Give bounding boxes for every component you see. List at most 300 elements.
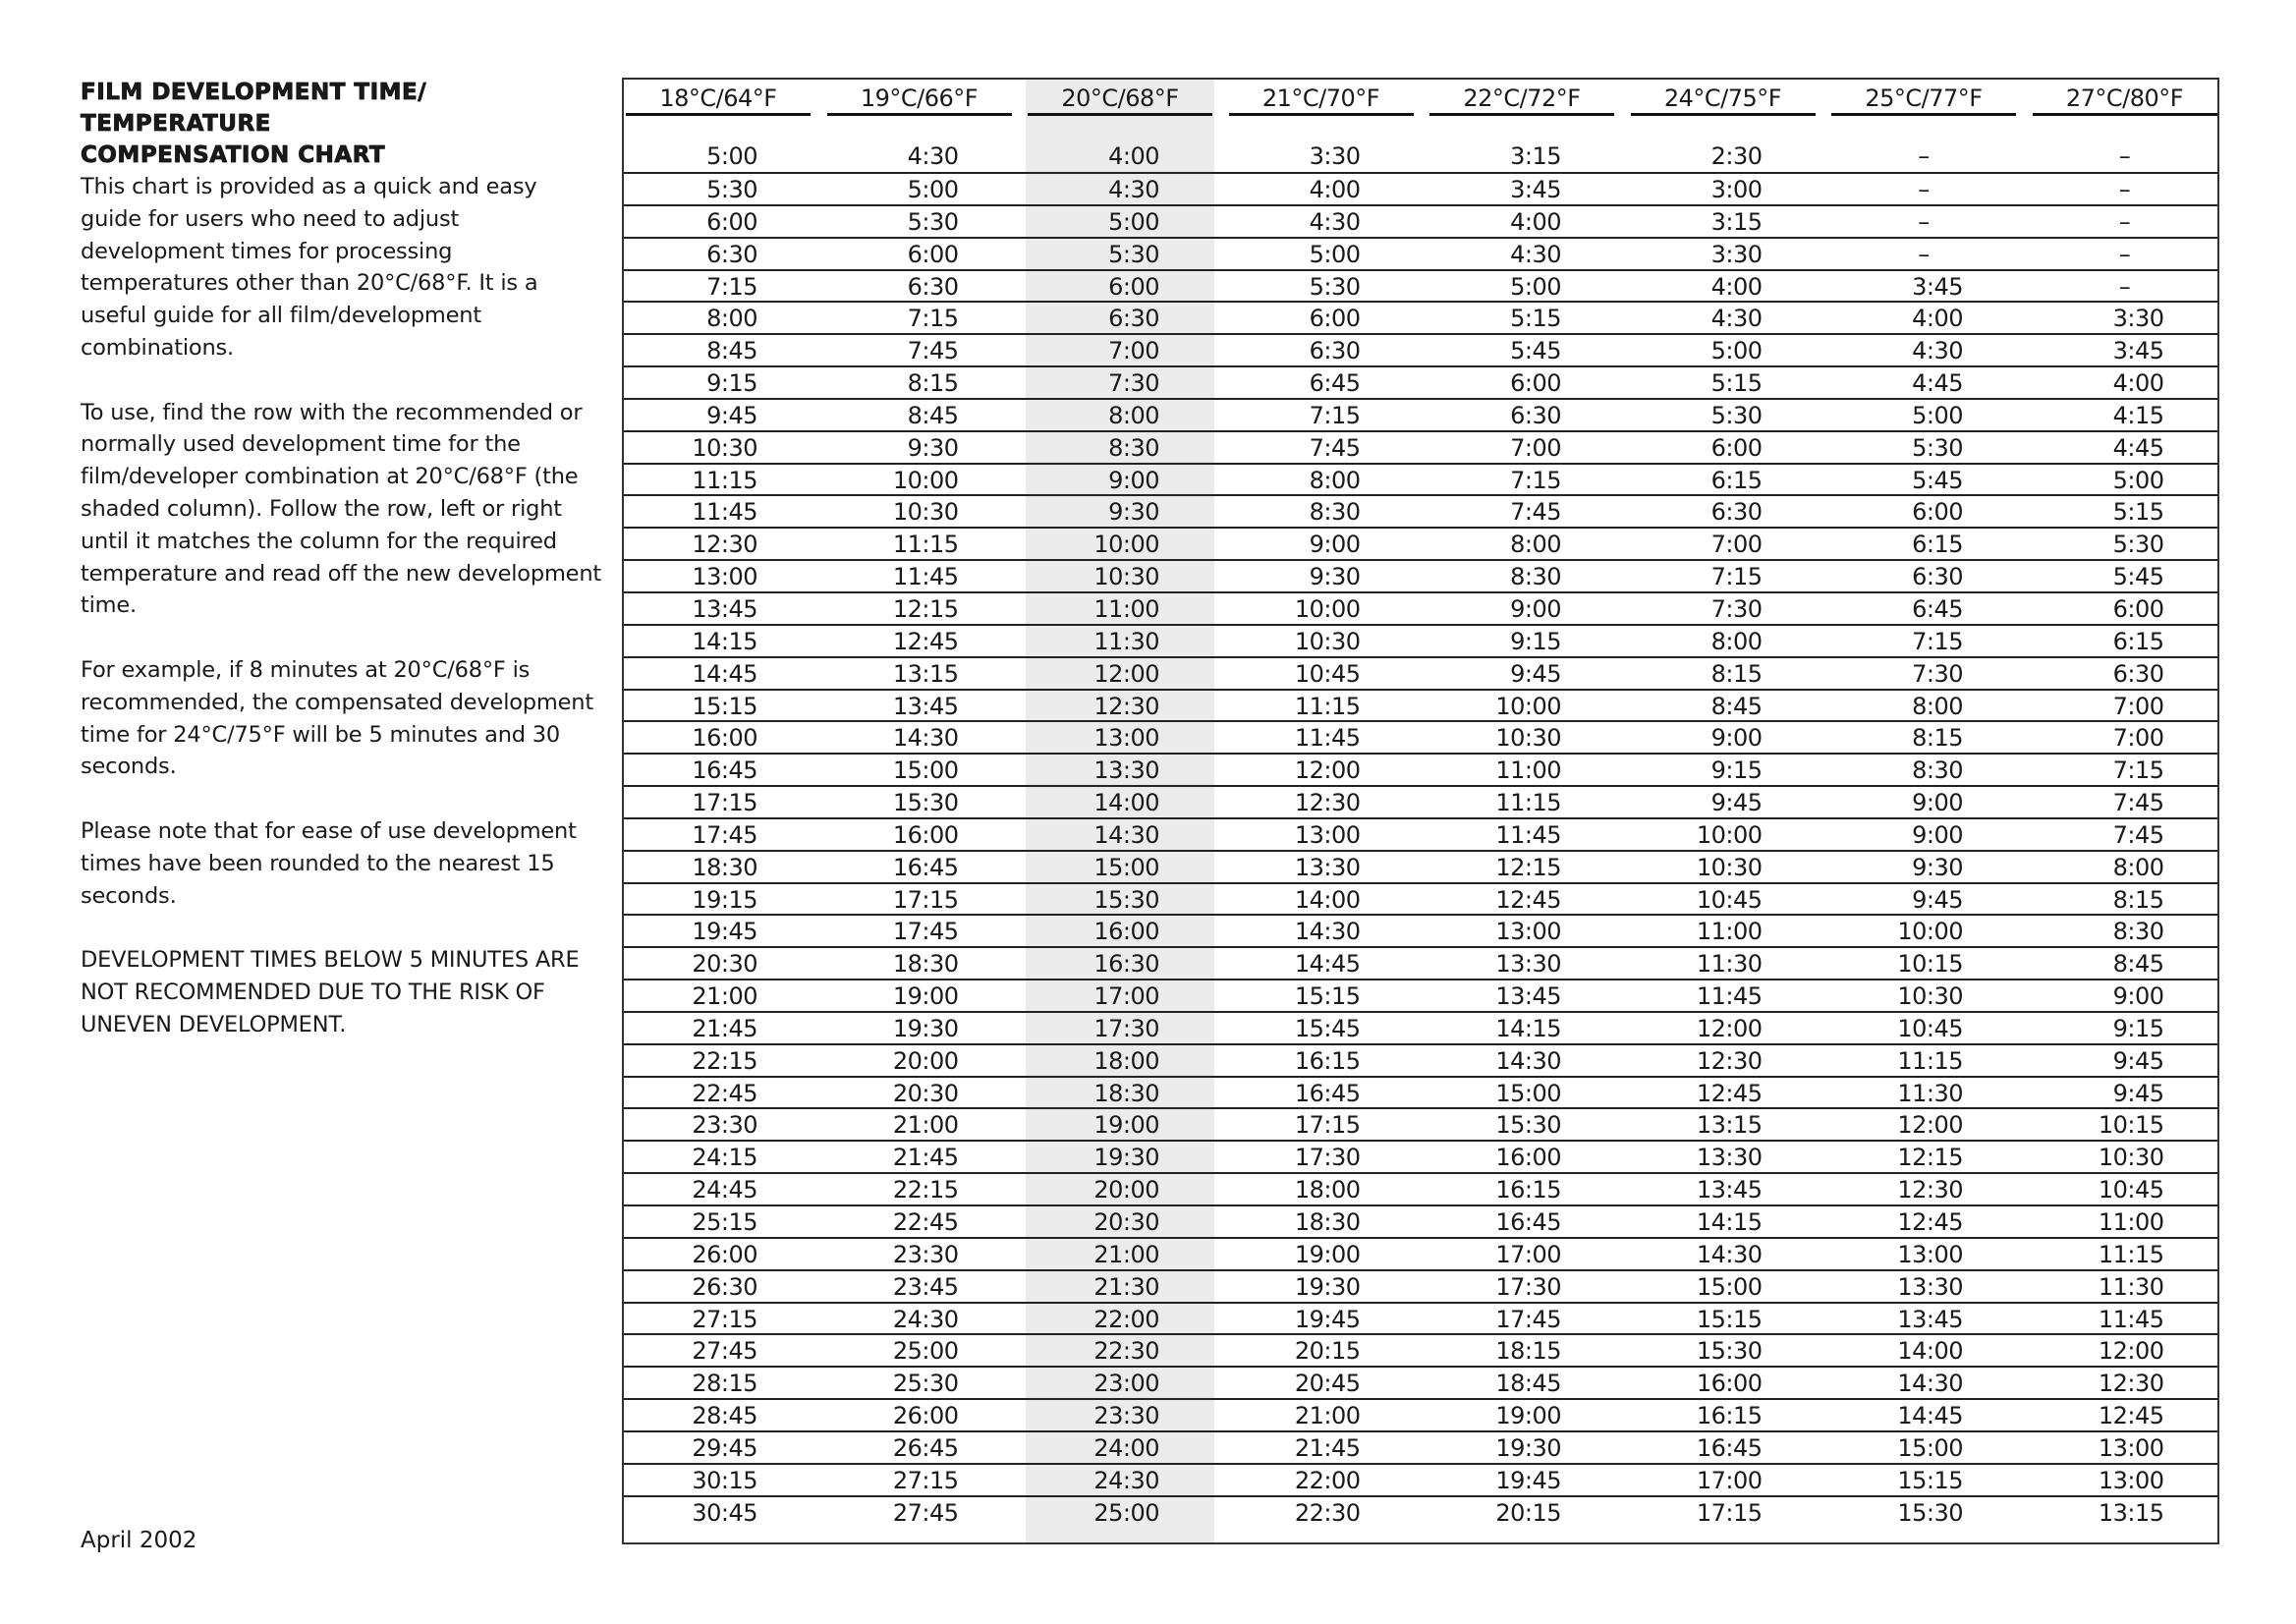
table-cell: 5:00 bbox=[2112, 466, 2164, 494]
table-cell: 6:30 bbox=[1710, 498, 1763, 527]
table-cell: 8:30 bbox=[1108, 433, 1159, 462]
table-cell: 4:30 bbox=[1710, 305, 1763, 333]
table-cell: 8:15 bbox=[2112, 885, 2164, 914]
table-row bbox=[624, 948, 2217, 980]
table-cell: 10:30 bbox=[1495, 724, 1561, 753]
table-cell: 24:45 bbox=[692, 1176, 757, 1204]
table-cell: 16:45 bbox=[892, 853, 959, 881]
table-cell: 26:00 bbox=[892, 1402, 959, 1430]
table-cell: 18:30 bbox=[1093, 1079, 1159, 1107]
table-row bbox=[624, 1013, 2217, 1045]
table-row bbox=[624, 1335, 2217, 1368]
table-cell: 15:30 bbox=[892, 789, 959, 817]
table-cell: 27:15 bbox=[892, 1466, 959, 1494]
table-cell: 16:00 bbox=[1696, 1370, 1763, 1398]
table-cell: 5:30 bbox=[706, 176, 757, 203]
table-cell: 24:15 bbox=[692, 1144, 757, 1172]
table-cell: 16:15 bbox=[1696, 1402, 1763, 1430]
table-cell: 9:45 bbox=[2112, 1046, 2164, 1075]
table-cell: 13:15 bbox=[892, 659, 959, 688]
table-cell: 10:00 bbox=[1294, 594, 1361, 623]
table-row bbox=[624, 884, 2217, 917]
table-cell: 9:45 bbox=[706, 401, 757, 429]
table-cell: 12:00 bbox=[1093, 659, 1159, 688]
table-cell: 10:30 bbox=[1294, 627, 1361, 655]
table-cell: 13:45 bbox=[692, 594, 757, 623]
table-cell: 16:45 bbox=[1696, 1433, 1763, 1462]
table-row bbox=[624, 916, 2217, 948]
table-cell: 6:00 bbox=[1912, 498, 1963, 527]
table-row bbox=[624, 400, 2217, 432]
table-cell: 19:30 bbox=[892, 1014, 959, 1042]
table-cell: 7:15 bbox=[1309, 401, 1361, 429]
table-cell: 11:45 bbox=[1294, 724, 1361, 753]
compensation-table bbox=[622, 78, 2219, 1544]
table-cell: 8:00 bbox=[1108, 401, 1159, 429]
table-cell: 8:30 bbox=[1510, 563, 1561, 591]
table-cell: 13:15 bbox=[1696, 1111, 1763, 1140]
table-cell: 7:15 bbox=[706, 272, 757, 301]
table-cell: 12:00 bbox=[1294, 756, 1361, 785]
table-cell: 15:45 bbox=[1294, 1014, 1361, 1042]
table-cell: 21:45 bbox=[692, 1014, 757, 1042]
table-cell: 3:15 bbox=[1510, 142, 1561, 170]
table-cell: 23:00 bbox=[1093, 1370, 1159, 1398]
table-cell: 20:15 bbox=[1495, 1498, 1561, 1527]
table-cell: 17:00 bbox=[1093, 982, 1159, 1011]
table-cell: 7:15 bbox=[1710, 563, 1763, 591]
table-row bbox=[624, 1239, 2217, 1271]
table-row bbox=[624, 1078, 2217, 1110]
table-cell: 18:30 bbox=[1294, 1208, 1361, 1236]
table-cell: 3:45 bbox=[2112, 337, 2164, 365]
table-body bbox=[624, 127, 2217, 1529]
table-cell: 16:30 bbox=[1093, 950, 1159, 979]
table-cell: 22:30 bbox=[1294, 1498, 1361, 1527]
table-cell: 11:45 bbox=[1495, 820, 1561, 849]
table-cell: 17:30 bbox=[1093, 1014, 1159, 1042]
table-cell: 5:45 bbox=[1510, 337, 1561, 365]
title-line: FILM DEVELOPMENT TIME/ bbox=[81, 80, 427, 105]
table-row bbox=[624, 1368, 2217, 1400]
table-cell: 14:30 bbox=[1696, 1240, 1763, 1268]
table-cell: 25:00 bbox=[892, 1337, 959, 1366]
table-cell: 12:45 bbox=[1696, 1079, 1763, 1107]
table-cell: 25:15 bbox=[692, 1208, 757, 1236]
table-cell: 10:45 bbox=[2098, 1176, 2164, 1204]
table-cell: 6:30 bbox=[2112, 659, 2164, 688]
table-cell: 12:00 bbox=[1897, 1111, 1963, 1140]
column-header: 27°C/80°F bbox=[2033, 85, 2217, 116]
table-cell: 4:30 bbox=[907, 142, 959, 170]
table-cell: 12:15 bbox=[1897, 1144, 1963, 1172]
table-cell: 15:00 bbox=[1897, 1433, 1963, 1462]
table-cell: 10:45 bbox=[1696, 885, 1763, 914]
table-cell: 7:30 bbox=[1710, 594, 1763, 623]
table-cell: 11:45 bbox=[692, 498, 757, 527]
table-cell: 10:30 bbox=[1696, 853, 1763, 881]
table-cell: 11:00 bbox=[1093, 594, 1159, 623]
table-cell: 14:00 bbox=[1294, 885, 1361, 914]
table-row bbox=[624, 1109, 2217, 1142]
table-cell: 16:15 bbox=[1495, 1176, 1561, 1204]
table-cell: 6:00 bbox=[706, 207, 757, 236]
table-row bbox=[624, 1271, 2217, 1304]
table-cell: 8:30 bbox=[1912, 756, 1963, 785]
column-header: 18°C/64°F bbox=[626, 85, 811, 116]
table-cell: 19:00 bbox=[892, 982, 959, 1011]
table-cell: 7:45 bbox=[907, 337, 959, 365]
table-cell: 2:30 bbox=[1710, 142, 1763, 170]
table-cell: 6:30 bbox=[1912, 563, 1963, 591]
table-cell: 18:45 bbox=[1495, 1370, 1561, 1398]
table-cell: 7:45 bbox=[2112, 789, 2164, 817]
table-cell: 14:15 bbox=[1696, 1208, 1763, 1236]
table-cell: 6:15 bbox=[1710, 466, 1763, 494]
table-row bbox=[624, 1497, 2217, 1530]
table-cell: 5:00 bbox=[706, 142, 757, 170]
table-row bbox=[624, 626, 2217, 658]
table-cell: 3:15 bbox=[1710, 207, 1763, 236]
table-cell: 17:15 bbox=[1696, 1498, 1763, 1527]
table-cell: 10:15 bbox=[2098, 1111, 2164, 1140]
table-cell: 22:45 bbox=[692, 1079, 757, 1107]
table-cell: 17:30 bbox=[1294, 1144, 1361, 1172]
table-cell: 8:00 bbox=[1510, 531, 1561, 559]
table-cell: 14:00 bbox=[1093, 789, 1159, 817]
table-cell: 17:30 bbox=[1495, 1272, 1561, 1301]
table-row bbox=[624, 819, 2217, 852]
table-cell: 14:15 bbox=[1495, 1014, 1561, 1042]
table-cell: 6:15 bbox=[1912, 531, 1963, 559]
table-cell: 16:00 bbox=[1093, 918, 1159, 946]
table-cell: 22:15 bbox=[692, 1046, 757, 1075]
table-cell: 12:30 bbox=[1093, 692, 1159, 720]
table-cell: 8:00 bbox=[2112, 853, 2164, 881]
table-cell: 3:30 bbox=[1710, 240, 1763, 268]
table-cell: 5:45 bbox=[1912, 466, 1963, 494]
column-header: 19°C/66°F bbox=[827, 85, 1012, 116]
table-cell: 19:15 bbox=[692, 885, 757, 914]
table-cell: 8:45 bbox=[2112, 950, 2164, 979]
table-row bbox=[624, 593, 2217, 626]
table-cell: 15:00 bbox=[892, 756, 959, 785]
table-cell: 7:30 bbox=[1912, 659, 1963, 688]
table-cell: 17:15 bbox=[1294, 1111, 1361, 1140]
table-cell: 6:15 bbox=[2112, 627, 2164, 655]
table-cell: 7:00 bbox=[1710, 531, 1763, 559]
table-cell: 5:30 bbox=[1108, 240, 1159, 268]
table-cell: 15:00 bbox=[1093, 853, 1159, 881]
table-row bbox=[624, 1142, 2217, 1174]
table-cell: 11:15 bbox=[2098, 1240, 2164, 1268]
table-row bbox=[624, 271, 2217, 304]
table-cell: 14:30 bbox=[1294, 918, 1361, 946]
table-cell: 5:15 bbox=[1510, 305, 1561, 333]
table-row bbox=[624, 239, 2217, 271]
table-cell: 25:30 bbox=[892, 1370, 959, 1398]
rounding-note: Please note that for ease of use development times have been rounded to the nearest 15 seconds. bbox=[81, 817, 577, 909]
table-cell: 5:00 bbox=[1510, 272, 1561, 301]
table-cell: 6:30 bbox=[1108, 305, 1159, 333]
table-row bbox=[624, 303, 2217, 335]
table-cell: 14:45 bbox=[1897, 1402, 1963, 1430]
table-cell: 13:00 bbox=[692, 563, 757, 591]
table-cell: 23:45 bbox=[892, 1272, 959, 1301]
table-cell: 14:30 bbox=[892, 724, 959, 753]
table-cell: 15:30 bbox=[1897, 1498, 1963, 1527]
table-cell: 11:45 bbox=[892, 563, 959, 591]
column-header: 22°C/72°F bbox=[1429, 85, 1614, 116]
table-cell: 3:00 bbox=[1710, 176, 1763, 203]
table-cell: 23:30 bbox=[692, 1111, 757, 1140]
column-header: 20°C/68°F bbox=[1028, 85, 1212, 116]
table-row bbox=[624, 722, 2217, 755]
table-cell: 8:00 bbox=[1309, 466, 1361, 494]
table-row bbox=[624, 787, 2217, 819]
table-cell: – bbox=[1918, 240, 1930, 268]
page-title bbox=[81, 77, 601, 171]
table-cell: 8:15 bbox=[1912, 724, 1963, 753]
table-cell: 17:45 bbox=[892, 918, 959, 946]
table-cell: 16:45 bbox=[1294, 1079, 1361, 1107]
table-cell: 21:45 bbox=[1294, 1433, 1361, 1462]
example-paragraph: For example, if 8 minutes at 20°C/68°F is recommended, the compensated development time for 24°C/75°F will be 5 minutes and 30 seconds. bbox=[81, 656, 593, 780]
table-cell: 7:00 bbox=[1108, 337, 1159, 365]
table-cell: 15:15 bbox=[1696, 1305, 1763, 1333]
table-cell: 5:30 bbox=[2112, 531, 2164, 559]
table-row bbox=[624, 658, 2217, 691]
table-cell: 20:30 bbox=[1093, 1208, 1159, 1236]
table-cell: 5:00 bbox=[907, 176, 959, 203]
table-cell: 8:00 bbox=[706, 305, 757, 333]
table-row bbox=[624, 1400, 2217, 1432]
table-row bbox=[624, 852, 2217, 884]
table-cell: 28:15 bbox=[692, 1370, 757, 1398]
table-cell: 10:30 bbox=[1897, 982, 1963, 1011]
table-cell: 19:00 bbox=[1495, 1402, 1561, 1430]
table-cell: 9:30 bbox=[1309, 563, 1361, 591]
table-cell: 22:00 bbox=[1093, 1305, 1159, 1333]
table-cell: 17:15 bbox=[892, 885, 959, 914]
table-cell: 6:00 bbox=[1309, 305, 1361, 333]
table-cell: 8:00 bbox=[1710, 627, 1763, 655]
table-cell: 22:15 bbox=[892, 1176, 959, 1204]
table-cell: 9:15 bbox=[1510, 627, 1561, 655]
date-footer: April 2002 bbox=[81, 1528, 197, 1553]
table-row bbox=[624, 529, 2217, 561]
table-cell: 5:45 bbox=[2112, 563, 2164, 591]
table-cell: 13:00 bbox=[1093, 724, 1159, 753]
table-cell: 7:15 bbox=[1510, 466, 1561, 494]
table-cell: 10:30 bbox=[2098, 1144, 2164, 1172]
table-row bbox=[624, 367, 2217, 400]
table-cell: 11:45 bbox=[1696, 982, 1763, 1011]
table-cell: 12:45 bbox=[2098, 1402, 2164, 1430]
warning-note: DEVELOPMENT TIMES BELOW 5 MINUTES ARE NOT RECOMMENDED DUE TO THE RISK OF UNEVEN DEVELOPMENT. bbox=[81, 947, 580, 1037]
table-cell: 5:30 bbox=[1912, 433, 1963, 462]
table-cell: 9:00 bbox=[1912, 820, 1963, 849]
table-cell: 5:00 bbox=[1309, 240, 1361, 268]
table-cell: 13:00 bbox=[1495, 918, 1561, 946]
table-cell: 3:45 bbox=[1510, 176, 1561, 203]
table-cell: 10:30 bbox=[692, 433, 757, 462]
table-cell: 9:00 bbox=[1108, 466, 1159, 494]
table-cell: 10:30 bbox=[1093, 563, 1159, 591]
table-cell: 11:00 bbox=[2098, 1208, 2164, 1236]
table-row bbox=[624, 1304, 2217, 1336]
table-cell: 20:00 bbox=[1093, 1176, 1159, 1204]
table-cell: 4:00 bbox=[1510, 207, 1561, 236]
table-row bbox=[624, 561, 2217, 593]
table-cell: 6:00 bbox=[1108, 272, 1159, 301]
table-row bbox=[624, 335, 2217, 367]
table-cell: 8:00 bbox=[1912, 692, 1963, 720]
table-cell: 22:00 bbox=[1294, 1466, 1361, 1494]
table-cell: 21:45 bbox=[892, 1144, 959, 1172]
table-cell: 4:30 bbox=[1912, 337, 1963, 365]
table-cell: 13:30 bbox=[1696, 1144, 1763, 1172]
table-cell: 19:00 bbox=[1093, 1111, 1159, 1140]
table-cell: 10:30 bbox=[892, 498, 959, 527]
table-cell: 15:15 bbox=[1897, 1466, 1963, 1494]
table-cell: 16:00 bbox=[892, 820, 959, 849]
table-cell: 10:15 bbox=[1897, 950, 1963, 979]
table-cell: 17:15 bbox=[692, 789, 757, 817]
table-cell: 11:45 bbox=[2098, 1305, 2164, 1333]
table-cell: 4:00 bbox=[1108, 142, 1159, 170]
table-cell: 30:45 bbox=[692, 1498, 757, 1527]
table-cell: 3:30 bbox=[1309, 142, 1361, 170]
table-row bbox=[624, 127, 2217, 174]
table-cell: 9:45 bbox=[1710, 789, 1763, 817]
table-cell: 15:00 bbox=[1495, 1079, 1561, 1107]
table-cell: 13:00 bbox=[2098, 1433, 2164, 1462]
table-cell: 5:15 bbox=[2112, 498, 2164, 527]
table-cell: 9:30 bbox=[1912, 853, 1963, 881]
table-cell: 11:15 bbox=[1495, 789, 1561, 817]
table-cell: 7:00 bbox=[2112, 724, 2164, 753]
table-cell: 11:30 bbox=[2098, 1272, 2164, 1301]
table-cell: 6:30 bbox=[907, 272, 959, 301]
table-cell: 15:30 bbox=[1696, 1337, 1763, 1366]
table-cell: 7:00 bbox=[2112, 692, 2164, 720]
table-cell: 11:15 bbox=[1897, 1046, 1963, 1075]
table-cell: 12:45 bbox=[1495, 885, 1561, 914]
table-cell: 12:45 bbox=[1897, 1208, 1963, 1236]
table-cell: 19:30 bbox=[1495, 1433, 1561, 1462]
table-cell: 24:30 bbox=[892, 1305, 959, 1333]
table-cell: 8:45 bbox=[706, 337, 757, 365]
table-cell: 18:30 bbox=[692, 853, 757, 881]
table-cell: 4:15 bbox=[2112, 401, 2164, 429]
table-cell: 11:30 bbox=[1897, 1079, 1963, 1107]
table-cell: 24:30 bbox=[1093, 1466, 1159, 1494]
table-cell: – bbox=[1918, 176, 1930, 203]
table-cell: 14:45 bbox=[1294, 950, 1361, 979]
table-cell: 5:00 bbox=[1710, 337, 1763, 365]
table-cell: 13:15 bbox=[2098, 1498, 2164, 1527]
table-cell: 13:00 bbox=[2098, 1466, 2164, 1494]
table-cell: 9:15 bbox=[2112, 1014, 2164, 1042]
table-cell: 18:15 bbox=[1495, 1337, 1561, 1366]
table-cell: 4:00 bbox=[1912, 305, 1963, 333]
table-cell: 7:15 bbox=[907, 305, 959, 333]
table-cell: 12:30 bbox=[1294, 789, 1361, 817]
table-cell: 3:45 bbox=[1912, 272, 1963, 301]
info-panel bbox=[81, 77, 601, 1073]
table-cell: 11:30 bbox=[1696, 950, 1763, 979]
table-cell: 10:00 bbox=[1897, 918, 1963, 946]
table-cell: 19:45 bbox=[692, 918, 757, 946]
table-cell: 14:30 bbox=[1495, 1046, 1561, 1075]
table-cell: 18:00 bbox=[1294, 1176, 1361, 1204]
table-cell: 5:00 bbox=[1912, 401, 1963, 429]
table-cell: 7:45 bbox=[1510, 498, 1561, 527]
table-row bbox=[624, 1206, 2217, 1239]
table-cell: 21:00 bbox=[1093, 1240, 1159, 1268]
table-cell: 5:30 bbox=[1710, 401, 1763, 429]
table-cell: 6:00 bbox=[1710, 433, 1763, 462]
table-cell: 5:30 bbox=[907, 207, 959, 236]
table-cell: 11:00 bbox=[1495, 756, 1561, 785]
table-cell: 11:15 bbox=[892, 531, 959, 559]
table-row bbox=[624, 1465, 2217, 1497]
table-cell: 17:45 bbox=[692, 820, 757, 849]
table-cell: 14:15 bbox=[692, 627, 757, 655]
table-cell: 15:15 bbox=[692, 692, 757, 720]
table-cell: 11:15 bbox=[692, 466, 757, 494]
table-cell: 8:45 bbox=[1710, 692, 1763, 720]
table-cell: – bbox=[1918, 142, 1930, 170]
table-cell: 10:00 bbox=[1093, 531, 1159, 559]
table-cell: 9:15 bbox=[1710, 756, 1763, 785]
table-cell: 6:00 bbox=[2112, 594, 2164, 623]
table-cell: 26:30 bbox=[692, 1272, 757, 1301]
table-cell: 20:00 bbox=[892, 1046, 959, 1075]
table-cell: 16:45 bbox=[1495, 1208, 1561, 1236]
title-line: COMPENSATION CHART bbox=[81, 142, 386, 168]
table-cell: 8:45 bbox=[907, 401, 959, 429]
table-row bbox=[624, 755, 2217, 787]
table-cell: 12:30 bbox=[1897, 1176, 1963, 1204]
table-cell: 11:30 bbox=[1093, 627, 1159, 655]
table-cell: 3:30 bbox=[2112, 305, 2164, 333]
table-cell: 10:45 bbox=[1897, 1014, 1963, 1042]
table-cell: 19:30 bbox=[1093, 1144, 1159, 1172]
table-cell: – bbox=[1918, 207, 1930, 236]
table-cell: 13:45 bbox=[1897, 1305, 1963, 1333]
table-cell: 21:30 bbox=[1093, 1272, 1159, 1301]
table-cell: 15:00 bbox=[1696, 1272, 1763, 1301]
table-cell: 6:00 bbox=[907, 240, 959, 268]
table-cell: 23:30 bbox=[892, 1240, 959, 1268]
table-cell: 10:45 bbox=[1294, 659, 1361, 688]
table-cell: 9:00 bbox=[1309, 531, 1361, 559]
table-cell: 13:45 bbox=[1696, 1176, 1763, 1204]
table-cell: 6:30 bbox=[1309, 337, 1361, 365]
table-cell: – bbox=[2118, 240, 2131, 268]
table-cell: 9:00 bbox=[2112, 982, 2164, 1011]
table-cell: 12:15 bbox=[892, 594, 959, 623]
table-cell: 13:45 bbox=[892, 692, 959, 720]
table-cell: 9:45 bbox=[1912, 885, 1963, 914]
table-cell: 28:45 bbox=[692, 1402, 757, 1430]
column-header: 25°C/77°F bbox=[1831, 85, 2016, 116]
table-cell: 7:45 bbox=[2112, 820, 2164, 849]
table-cell: – bbox=[2118, 176, 2131, 203]
table-cell: 17:45 bbox=[1495, 1305, 1561, 1333]
